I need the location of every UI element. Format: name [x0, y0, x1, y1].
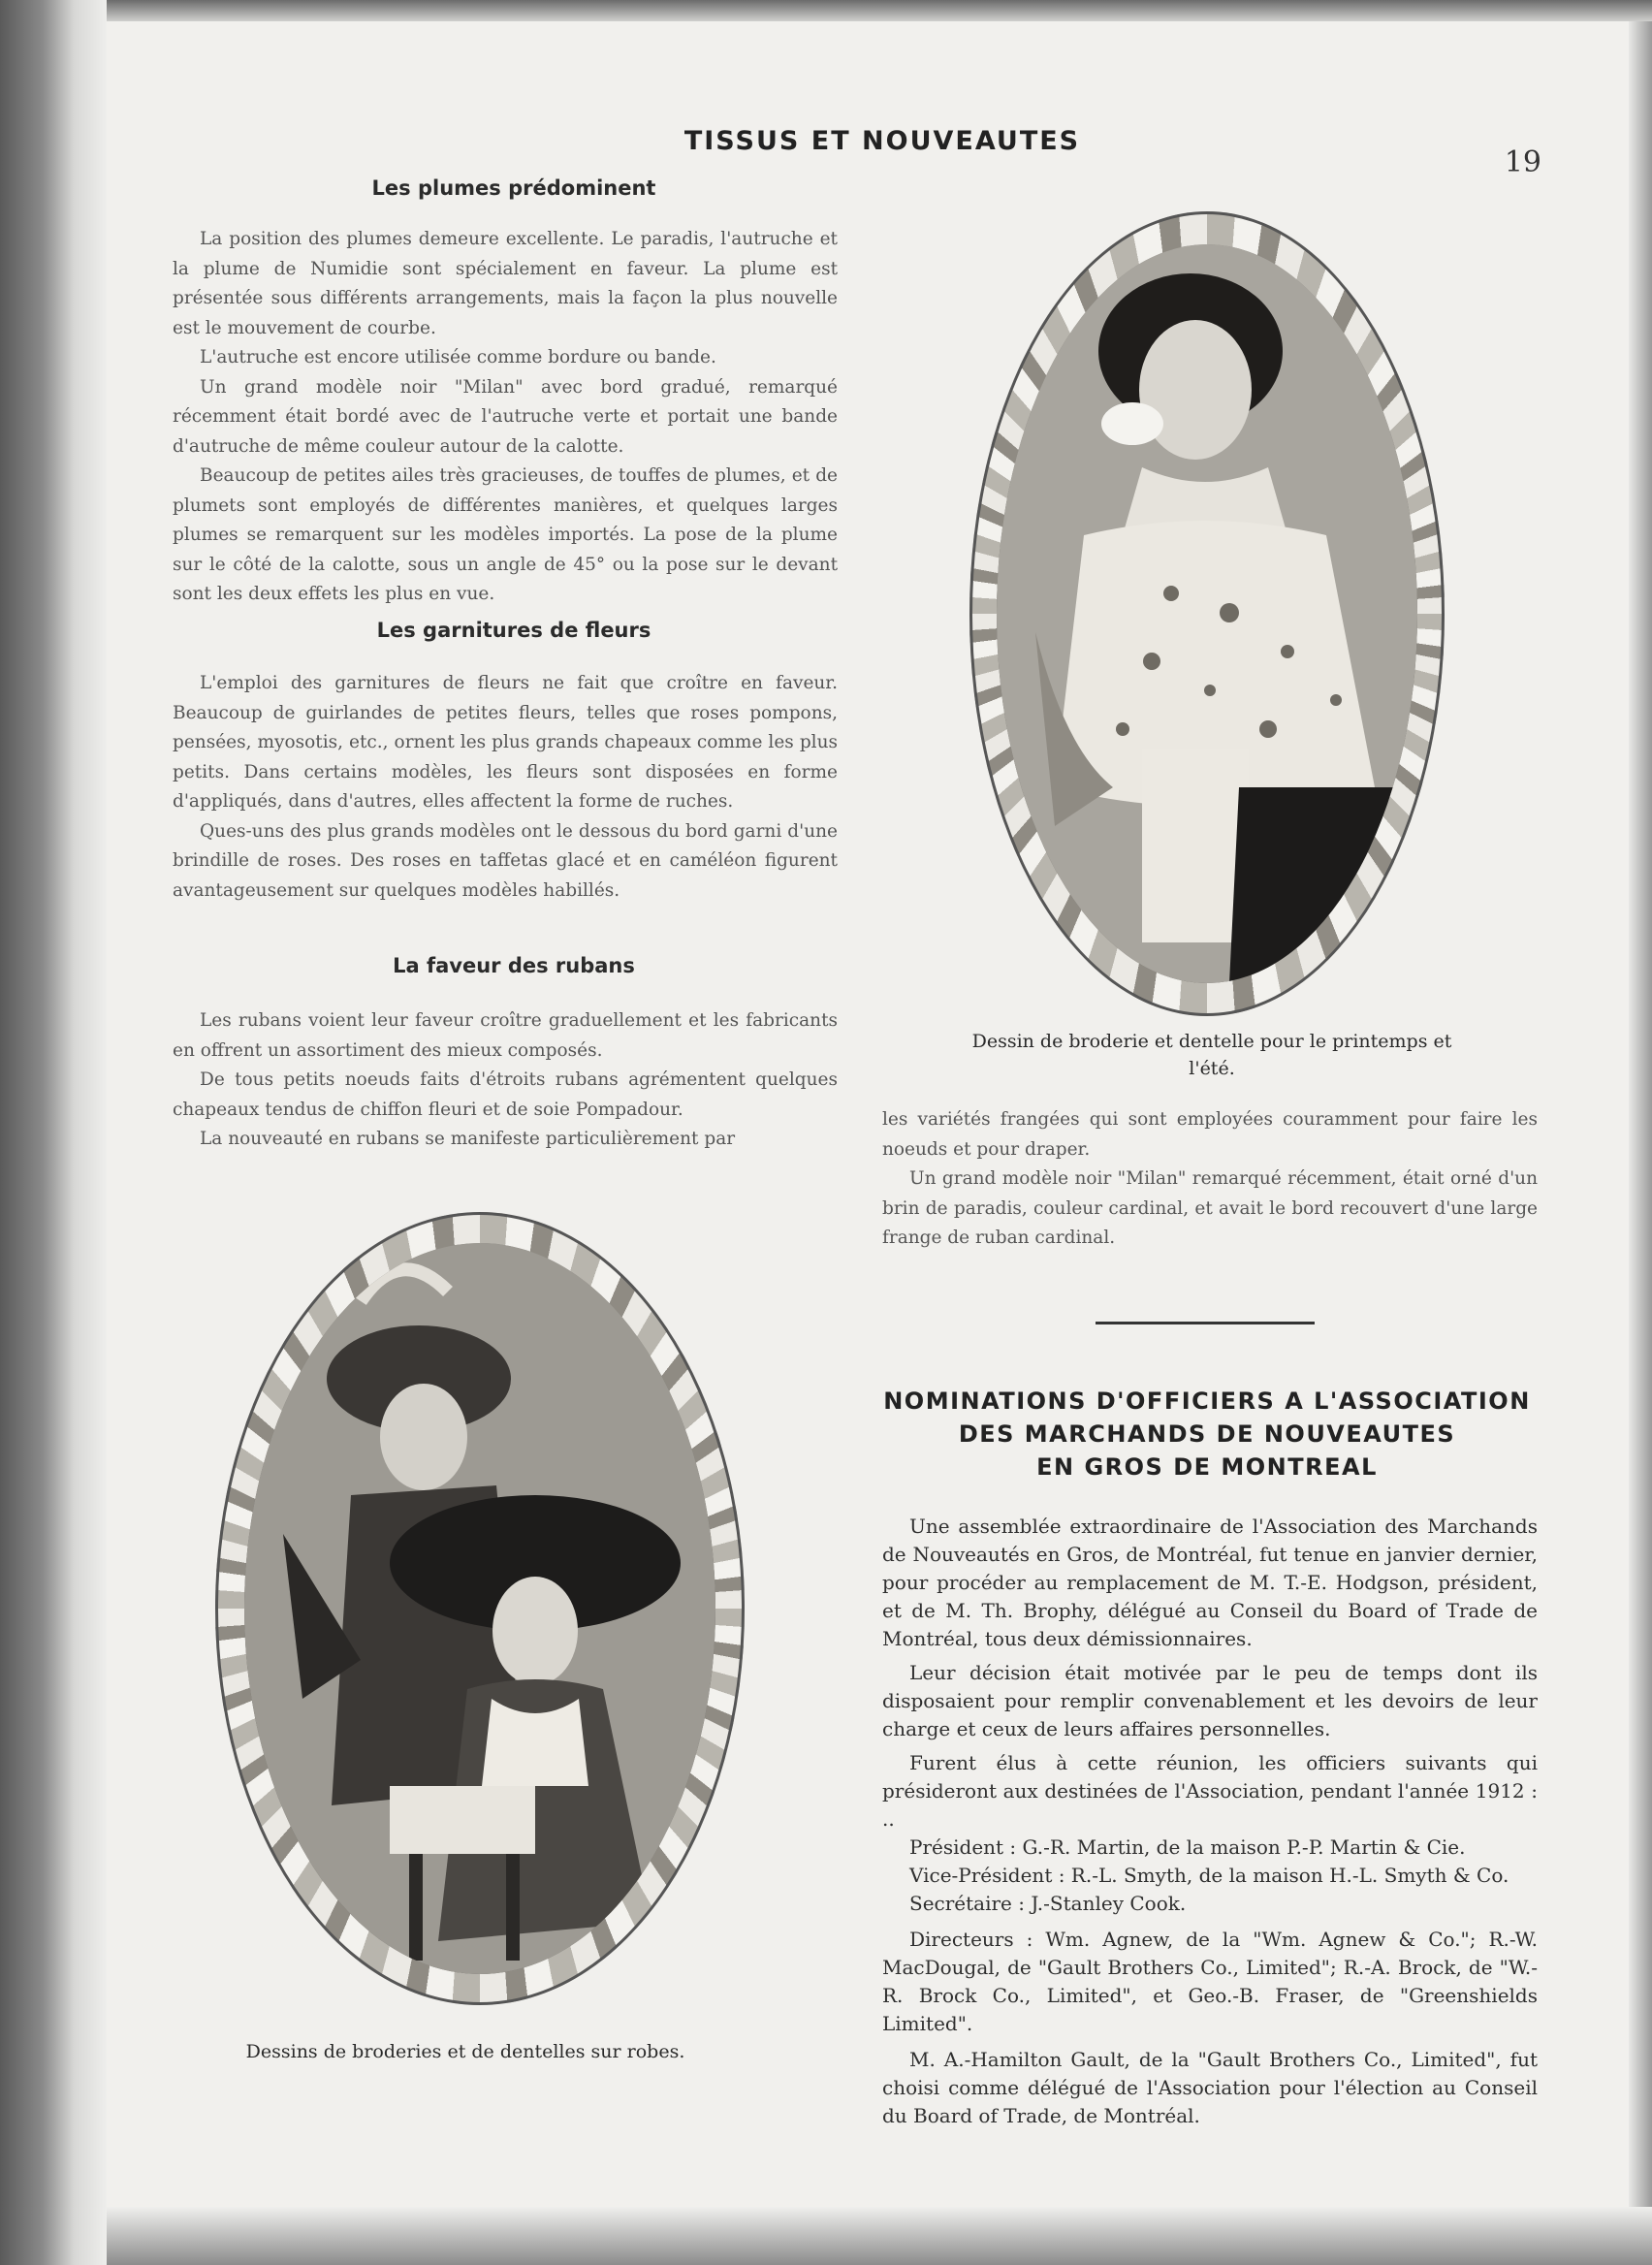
photo-woman-embroidered-blouse [997, 244, 1417, 983]
article-body-nominations [882, 1513, 1538, 2130]
section-heading-fleurs: Les garnitures de fleurs [376, 619, 651, 642]
paragraph: Les rubans voient leur faveur croître graduellement et les fabricants en offrent un assortiment des mieux composés. [173, 1010, 838, 1061]
section-divider-rule [1096, 1322, 1315, 1324]
paragraph: Un grand modèle noir "Milan" remarqué récemment, était orné d'un brin de paradis, couleur cardinal, et avait le bord recouvert d'une large frange de ruban cardinal. [882, 1168, 1538, 1248]
paragraph: Beaucoup de petites ailes très gracieuses, de touffes de plumes, et de plumets sont employés de différentes manières, et quelques larges plumes se remarquent sur les modèles importés. La pose de la plume sur le côté de la calotte, sous un angle de 45° ou la pose sur le devant sont les deux effets les plus en vue. [173, 465, 838, 604]
article-heading-nominations [853, 1385, 1561, 1483]
paragraph: L'emploi des garnitures de fleurs ne fait que croître en faveur. Beaucoup de guirlandes de petites fleurs, telles que roses pompons, pensées, myosotis, etc., ornent les plus grands chapeaux comme les plus petits. Dans certains modèles, les fleurs sont disposées en forme d'appliqués, dans d'autres, elles affectent la forme de ruches. [173, 673, 838, 812]
heading-line: NOMINATIONS D'OFFICIERS A L'ASSOCIATION [883, 1388, 1531, 1415]
paragraph: La nouveauté en rubans se manifeste particulièrement par [200, 1129, 736, 1149]
paragraph: Ques-uns des plus grands modèles ont le dessous du bord garni d'une brindille de roses. Des roses en taffetas glacé et en caméléon figurent avantageusement sur quelques modèles habillés. [173, 820, 838, 901]
paragraph: Un grand modèle noir "Milan" avec bord gradué, remarqué récemment était bordé avec de l'autruche verte et portait une bande d'autruche de même couleur autour de la calotte. [173, 376, 838, 457]
section-body-fleurs [173, 669, 838, 906]
section-heading-plumes: Les plumes prédominent [371, 176, 656, 200]
paragraph: De tous petits noeuds faits d'étroits rubans agrémentent quelques chapeaux tendus de chiffon fleuri et de soie Pompadour. [173, 1069, 838, 1120]
heading-line: EN GROS DE MONTREAL [1036, 1453, 1378, 1481]
paragraph: les variétés frangées qui sont employées couramment pour faire les noeuds et pour draper. [882, 1109, 1538, 1160]
photo-frame-embroidery-lace [969, 211, 1445, 1016]
section-body-rubans [173, 1006, 838, 1155]
photo-caption-top: Dessin de broderie et dentelle pour le printemps et l'été. [971, 1031, 1452, 1079]
page-top-edge [107, 0, 1652, 21]
paragraph: Leur décision était motivée par le peu de temps dont ils disposaient pour remplir convenablement et les devoirs de leur charge et ceux de leurs affaires personnelles. [882, 1661, 1538, 1740]
paragraph: Furent élus à cette réunion, les officiers suivants qui présideront aux destinées de l'Association, pendant l'année 1912 : .. [882, 1751, 1538, 1831]
paragraph-delegate: M. A.-Hamilton Gault, de la "Gault Brothers Co., Limited", fut choisi comme délégué de l'Association pour l'élection au Conseil du Board of Trade, de Montréal. [882, 2048, 1538, 2127]
photo-illustration [997, 244, 1417, 983]
paragraph: La position des plumes demeure excellente. Le paradis, l'autruche et la plume de Numidie sont spécialement en faveur. La plume est présentée sous différents arrangements, mais la façon la plus nouvelle est le mouvement de courbe. [173, 229, 838, 338]
heading-line: DES MARCHANDS DE NOUVEAUTES [958, 1420, 1456, 1448]
photo-caption-bottom: Dessins de broderies et de dentelles sur robes. [245, 2041, 685, 2062]
continuation-text [882, 1105, 1538, 1254]
photo-frame-dresses [215, 1212, 745, 2005]
paragraph-directors: Directeurs : Wm. Agnew, de la "Wm. Agnew & Co."; R.-W. MacDougal, de "Gault Brothers Co., Limited"; R.-A. Brock, de "W.-R. Brock Co., Limited", et Geo.-B. Fraser, de "Greenshields Limited". [882, 1928, 1538, 2035]
book-gutter [0, 0, 107, 2265]
section-body-plumes [173, 225, 838, 610]
section-heading-rubans: La faveur des rubans [393, 954, 635, 977]
officer-vice-president: Vice-Président : R.-L. Smyth, de la maison H.-L. Smyth & Co. [909, 1864, 1509, 1887]
photo-two-women-dresses [244, 1243, 715, 1974]
page-bottom-edge [107, 2207, 1652, 2265]
paragraph: L'autruche est encore utilisée comme bordure ou bande. [200, 347, 716, 367]
running-head: TISSUS ET NOUVEAUTES [683, 126, 1081, 156]
page-right-edge [1629, 21, 1652, 2265]
page-number: 19 [1504, 145, 1541, 179]
officer-secretary: Secrétaire : J.-Stanley Cook. [909, 1892, 1187, 1915]
paragraph: Une assemblée extraordinaire de l'Association des Marchands de Nouveautés en Gros, de Montréal, fut tenue en janvier dernier, pour procéder au remplacement de M. T.-E. Hodgson, président, et de M. Th. Brophy, délégué au Conseil du Board of Trade de Montréal, tous deux démissionnaires. [882, 1515, 1538, 1650]
photo-illustration [244, 1243, 715, 1974]
officer-president: Président : G.-R. Martin, de la maison P.-P. Martin & Cie. [909, 1835, 1466, 1859]
